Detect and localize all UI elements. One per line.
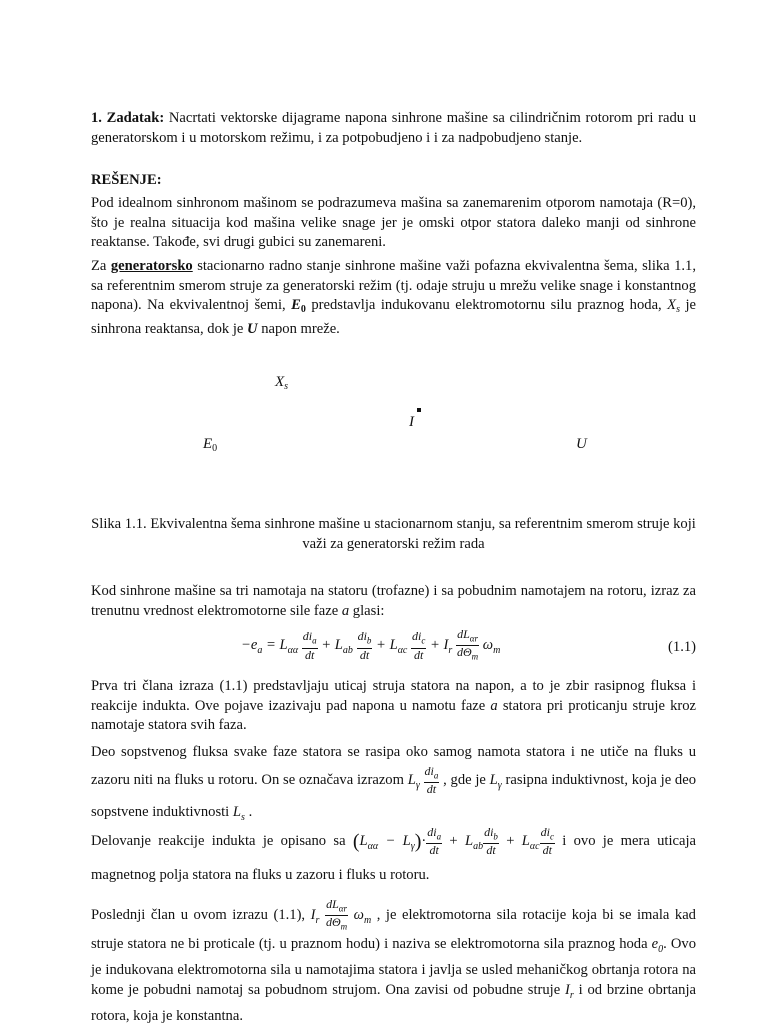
- equation-number: (1.1): [668, 639, 696, 655]
- figure-e0-label: $E_0$: [203, 436, 218, 454]
- paragraph-last-term: Poslednji član u ovom izrazu (1.1), $I_r$ $\frac{dL_{\alpha r}}{d\Theta_m}$ $\omega_m$ , je elektromotorna sila rotacije koja bi se imala kad struje statora ne bi proticale (tj. u praznom hodu) i naziva se elektromotorna sila praznog hoda $e_0$. Ovo je indukovana elektromotorna sila u namotajima statora i javlja se usled mehaničkog obrtanja rotora na kome je pobudni namotaj sa pobudnom strujom. Ona zavisi od pobudne struje $I_r$ i od brzine obrtanja rotora, koja je konstantna.: [91, 897, 696, 1024]
- figure-i-label: I: [409, 414, 414, 430]
- equation-1-1: [91, 628, 696, 668]
- e0-symbol: $E_0$: [291, 297, 306, 315]
- figure-u-label: U: [576, 436, 587, 452]
- equation-body: $-e_a = L_{\alpha\alpha}$ $\frac{di_a}{dt}$ + $L_{ab}$ $\frac{di_b}{dt}$ + $L_{\alpha c}$ $\frac{di_c}{dt}$ + $I_r$ $\frac{dL_{\alpha r}}{d\Theta_m}$ $\omega_m$: [241, 627, 501, 662]
- paragraph-first-three-terms: Prva tri člana izraza (1.1) predstavljaju uticaj struja statora na napon, a to je zbir rasipnog fluksa i reakcije indukta. Ove pojave izazivaju pad napona u namotu faze a statora pri proticanju struje kroz namotaje statora svih faza.: [91, 678, 697, 733]
- generatorsko-term: generatorsko: [110, 258, 193, 274]
- task-label: 1. Zadatak:: [91, 110, 165, 126]
- paragraph-three-phase: Kod sinhrone mašine sa tri namotaja na statoru (trofazne) i sa pobudnim namotajem na rotoru, izraz za trenutnu vrednost elektromotorne sile faze a glasi:: [91, 583, 696, 619]
- paragraph-generator-mode: Za generatorsko stacionarno radno stanje sinhrone mašine važi pofazna ekvivalentna šema, slika 1.1, sa referentnim smerom struje za generatorski režim (tj. odaje struju u mrežu velike snage i konstantnog napona). Na ekvivalentnoj šemi, $E_0$ predstavlja indukovanu elektromotornu silu praznog hoda, $X_s$ je sinhrona reaktansa, dok je U napon mreže.: [91, 258, 696, 337]
- task-text: Nacrtati vektorske dijagrame napona sinhrone mašine sa cilindričnim rotorom pri radu u generatorskom i u motorskom režimu, i za potpobudjeno i i za nadpobudjeno stanje.: [91, 110, 697, 146]
- paragraph-armature-reaction: Delovanje reakcije indukta je opisano sa $(L_{\alpha\alpha} - L_\gamma)\cdot$ $\frac{di_a}{dt}$ + $L_{ab}$ $\frac{di_b}{dt}$ + $L_{\alpha c}$ $\frac{di_c}{dt}$ i ovo je mera uticaja magnetnog polja statora na fluks u zazoru i fluks u rotoru.: [91, 825, 697, 883]
- figure-xs-label: $X_s$: [275, 374, 289, 392]
- task-paragraph: [91, 109, 696, 148]
- figure-current-dot: [417, 408, 421, 412]
- paragraph-ideal-machine: Pod idealnom sinhronom mašinom se podrazumeva mašina sa zanemarenim otporom namotaja (R=0), što je realna situacija kod mašina velike snage jer je omski otpor statora daleko manji od sinhrone reaktanse. Takođe, svi drugi gubici su zanemareni.: [91, 195, 696, 250]
- equivalent-circuit-figure: [0, 360, 768, 470]
- figure-caption: Slika 1.1. Ekvivalentna šema sinhrone mašine u stacionarnom stanju, sa referentnim smerom struje koji važi za generatorski režim rada: [91, 516, 696, 552]
- paragraph-leakage-flux: Deo sopstvenog fluksa svake faze statora se rasipa oko samog namota statora i ne utiče na fluks u zazoru niti na fluks u rotoru. On se označava izrazom $L_\gamma$ $\frac{di_a}{dt}$ , gde je $L_\gamma$ rasipna induktivnost, koja je deo sopstvene induktivnosti $L_s$ .: [91, 744, 696, 823]
- xs-symbol: $X_s$: [667, 297, 680, 315]
- solution-heading: REŠENJE:: [91, 172, 162, 188]
- u-symbol: U: [247, 320, 258, 337]
